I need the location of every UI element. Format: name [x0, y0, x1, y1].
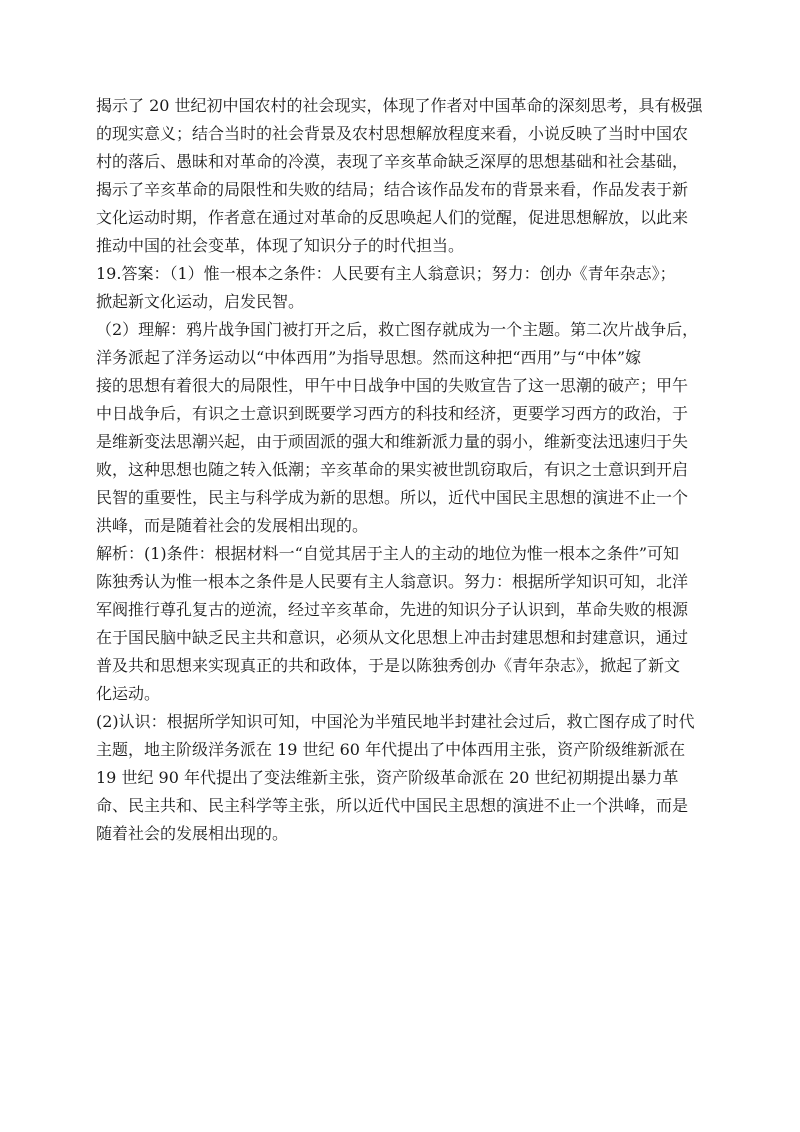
text-line: 推动中国的社会变革，体现了知识分子的时代担当。 — [96, 236, 465, 255]
text-line: 随着社会的发展相出现的。 — [96, 824, 289, 843]
text-line: 民智的重要性，民主与科学成为新的思想。所以，近代中国民主思想的演进不止一个 — [96, 488, 689, 507]
text-line: 陈独秀认为惟一根本之条件是人民要有主人翁意识。努力：根据所学知识可知，北洋 — [96, 572, 689, 591]
text-line: 洪峰，而是随着社会的发展相出现的。 — [96, 516, 369, 535]
text-line: 掀起新文化运动，启发民智。 — [96, 292, 305, 311]
text-line: 是维新变法思潮兴起，由于顽固派的强大和维新派力量的弱小，维新变法迅速归于失 — [96, 432, 689, 451]
text-line: 化运动。 — [96, 684, 161, 703]
analysis-heading-line: 解析：(1)条件：根据材料一“自觉其居于主人的主动的地位为惟一根本之条件”可知 — [96, 544, 680, 563]
text-line: (2)认识：根据所学知识可知，中国沦为半殖民地半封建社会过后，救亡图存成了时代 — [96, 712, 695, 731]
text-line: 接的思想有着很大的局限性，甲午中日战争中国的失败宣告了这一思潮的破产；甲午 — [96, 376, 689, 395]
text-line: 中日战争后，有识之士意识到既要学习西方的科技和经济，更要学习西方的政治，于 — [96, 404, 689, 423]
text-line: 普及共和思想来实现真正的共和政体，于是以陈独秀创办《青年杂志》，掀起了新文 — [96, 656, 681, 675]
text-line: （2）理解：鸦片战争国门被打开之后，救亡图存就成为一个主题。第二次片战争后， — [96, 320, 699, 339]
text-line: 军阀推行尊孔复古的逆流，经过辛亥革命，先进的知识分子认识到，革命失败的根源 — [96, 600, 689, 619]
answer-heading-line: 19.答案：（1）惟一根本之条件：人民要有主人翁意识；努力：创办《青年杂志》； — [96, 264, 676, 283]
text-line: 揭示了 20 世纪初中国农村的社会现实，体现了作者对中国革命的深刻思考，具有极强 — [96, 96, 703, 115]
text-line: 败，这种思想也随之转入低潮；辛亥革命的果实被世凯窃取后，有识之士意识到开启 — [96, 460, 689, 479]
text-line: 文化运动时期，作者意在通过对革命的反思唤起人们的觉醒，促进思想解放，以此来 — [96, 208, 689, 227]
text-line: 的现实意义；结合当时的社会背景及农村思想解放程度来看，小说反映了当时中国农 — [96, 124, 689, 143]
document-body — [96, 92, 716, 848]
text-line: 洋务派起了洋务运动以“中体西用”为指导思想。然而这种把“西用”与“中体”嫁 — [96, 348, 642, 367]
text-line: 在于国民脑中缺乏民主共和意识，必须从文化思想上冲击封建思想和封建意识，通过 — [96, 628, 689, 647]
text-line: 19 世纪 90 年代提出了变法维新主张，资产阶级革命派在 20 世纪初期提出暴力革 — [96, 768, 679, 787]
text-line: 命、民主共和、民主科学等主张，所以近代中国民主思想的演进不止一个洪峰，而是 — [96, 796, 689, 815]
text-line: 揭示了辛亥革命的局限性和失败的结局；结合该作品发布的背景来看，作品发表于新 — [96, 180, 689, 199]
text-line: 村的落后、愚昧和对革命的冷漠，表现了辛亥革命缺乏深厚的思想基础和社会基础， — [96, 152, 689, 171]
text-line: 主题，地主阶级洋务派在 19 世纪 60 年代提出了中体西用主张，资产阶级维新派在 — [96, 740, 686, 759]
